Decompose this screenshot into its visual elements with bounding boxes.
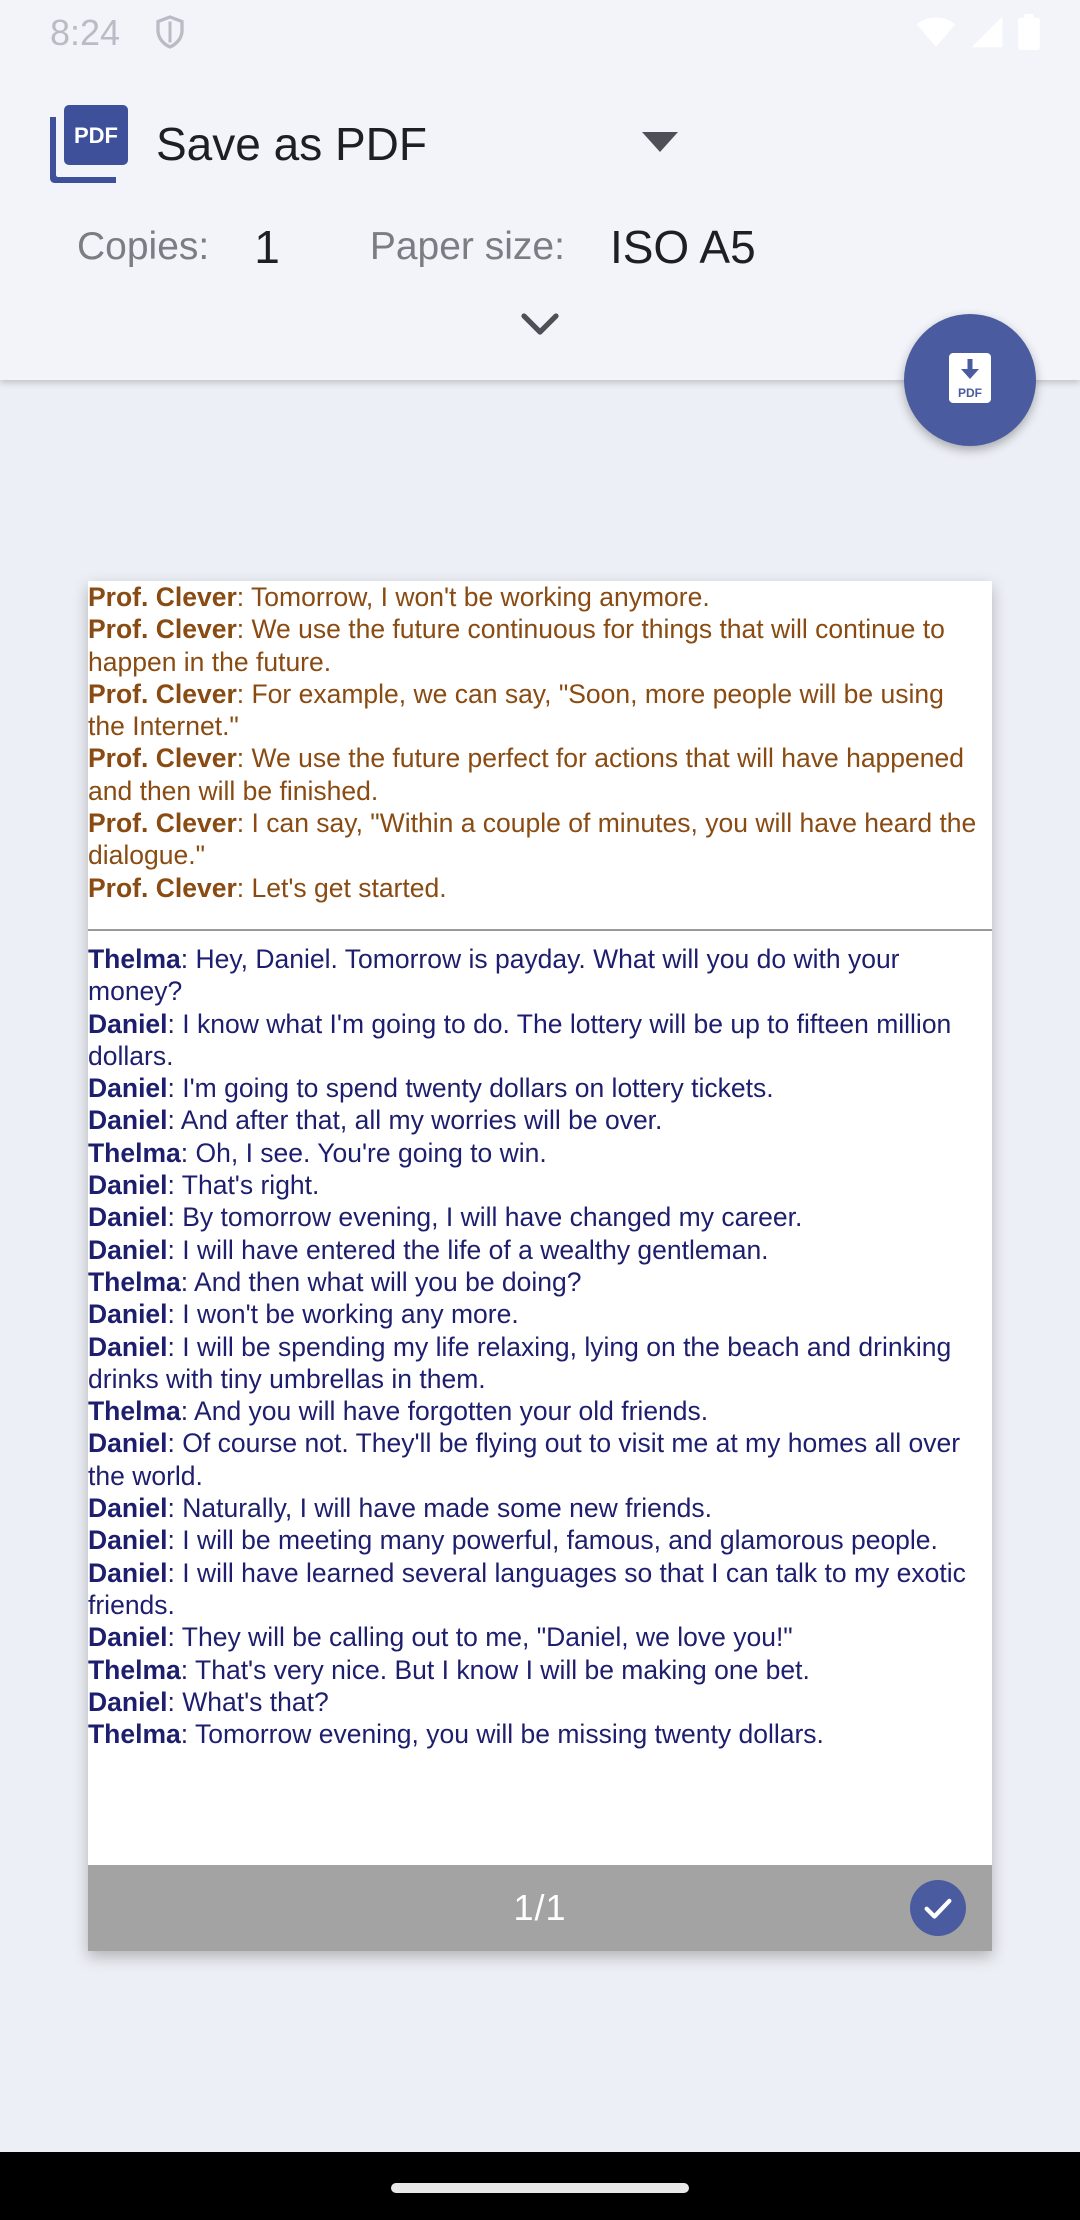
svg-text:PDF: PDF	[74, 123, 118, 148]
status-time: 8:24	[50, 12, 121, 53]
dialogue-line	[88, 1427, 988, 1492]
pdf-printer-icon	[50, 105, 128, 183]
battery-icon	[1018, 14, 1040, 55]
line-text: : That's right.	[167, 1170, 320, 1201]
dropdown-arrow-icon[interactable]	[640, 130, 680, 159]
speaker-name: Daniel	[88, 1686, 168, 1717]
line-text: : Hey, Daniel. Tomorrow is payday. What will you do with your money?	[88, 944, 900, 1007]
dialogue-line	[88, 1686, 988, 1718]
page-preview[interactable]	[88, 581, 992, 1951]
shield-icon	[152, 14, 188, 55]
speaker-name: Prof. Clever	[88, 614, 237, 645]
dialogue-line	[88, 1234, 988, 1266]
dialogue-line	[88, 1621, 988, 1653]
dialogue-line	[88, 1654, 988, 1686]
dialogue-line	[88, 943, 988, 1008]
dialogue-line	[88, 1492, 988, 1524]
speaker-name: Thelma	[88, 1396, 181, 1427]
speaker-name: Daniel	[88, 1493, 168, 1524]
home-gesture-handle[interactable]	[391, 2183, 689, 2193]
cell-signal-icon	[970, 15, 1004, 54]
status-bar	[0, 0, 1080, 64]
document-dialogue	[88, 943, 988, 1750]
line-text: : Tomorrow evening, you will be missing twenty dollars.	[180, 1719, 824, 1750]
line-text: : What's that?	[167, 1686, 329, 1717]
check-icon	[921, 1891, 955, 1925]
line-text: : By tomorrow evening, I will have changed my career.	[167, 1202, 803, 1233]
dialogue-line	[88, 1298, 988, 1330]
paper-size-label: Paper size:	[369, 225, 565, 268]
speaker-name: Prof. Clever	[88, 743, 237, 774]
dialogue-line	[88, 1395, 988, 1427]
printer-name: Save as PDF	[156, 118, 427, 170]
print-settings-summary[interactable]	[77, 220, 756, 274]
svg-text:PDF: PDF	[958, 385, 982, 400]
dialogue-line	[88, 1008, 988, 1073]
dialogue-line	[88, 1072, 988, 1104]
dialogue-line	[88, 742, 982, 807]
line-text: : We use the future continuous for things that will continue to happen in the future.	[88, 614, 945, 677]
line-text: : And you will have forgotten your old friends.	[180, 1396, 709, 1427]
speaker-name: Daniel	[88, 1008, 168, 1039]
copies-label: Copies:	[77, 225, 210, 268]
speaker-name: Daniel	[88, 1202, 168, 1233]
speaker-name: Thelma	[88, 1137, 181, 1168]
line-text: : Tomorrow, I won't be working anymore.	[236, 582, 710, 612]
printer-selector[interactable]	[50, 104, 427, 184]
line-text: : Oh, I see. You're going to win.	[180, 1137, 547, 1168]
chevron-down-icon[interactable]	[520, 312, 560, 343]
line-text: : And then what will you be doing?	[180, 1266, 582, 1297]
line-text: : I know what I'm going to do. The lottery will be up to fifteen million dollars.	[88, 1008, 952, 1071]
speaker-name: Daniel	[88, 1557, 168, 1588]
download-pdf-icon	[945, 353, 995, 408]
speaker-name: Prof. Clever	[88, 678, 237, 709]
dialogue-line	[88, 1524, 988, 1556]
document-divider	[88, 929, 992, 931]
line-text: : I will have entered the life of a wealthy gentleman.	[167, 1234, 769, 1265]
dialogue-line	[88, 1201, 988, 1233]
speaker-name: Prof. Clever	[88, 582, 237, 612]
speaker-name: Thelma	[88, 1266, 181, 1297]
line-text: : I can say, "Within a couple of minutes, you will have heard the dialogue."	[88, 808, 977, 871]
page-selected-checkbox[interactable]	[910, 1880, 966, 1936]
page-footer	[88, 1865, 992, 1951]
wifi-icon	[916, 15, 956, 54]
print-options-sheet	[0, 0, 1080, 380]
document-intro	[88, 581, 992, 904]
dialogue-line	[88, 1104, 988, 1136]
dialogue-line	[88, 872, 982, 904]
line-text: : We use the future perfect for actions that will have happened and then will be finished.	[88, 743, 964, 806]
dialogue-line	[88, 613, 982, 678]
line-text: : I will have learned several languages so that I can talk to my exotic friends.	[88, 1557, 966, 1620]
dialogue-line	[88, 1169, 988, 1201]
speaker-name: Daniel	[88, 1170, 168, 1201]
line-text: : I'm going to spend twenty dollars on lottery tickets.	[167, 1073, 774, 1104]
line-text: : Let's get started.	[236, 872, 447, 903]
copies-value: 1	[254, 221, 280, 273]
speaker-name: Daniel	[88, 1073, 168, 1104]
line-text: : I won't be working any more.	[167, 1299, 519, 1330]
speaker-name: Thelma	[88, 944, 181, 974]
line-text: : They will be calling out to me, "Daniel, we love you!"	[167, 1622, 793, 1653]
speaker-name: Daniel	[88, 1525, 168, 1556]
speaker-name: Daniel	[88, 1622, 168, 1653]
speaker-name: Thelma	[88, 1719, 181, 1750]
speaker-name: Thelma	[88, 1654, 181, 1685]
line-text: : Of course not. They'll be flying out to visit me at my homes all over the world.	[88, 1428, 961, 1491]
speaker-name: Daniel	[88, 1428, 168, 1459]
speaker-name: Daniel	[88, 1331, 168, 1362]
speaker-name: Prof. Clever	[88, 808, 237, 839]
speaker-name: Prof. Clever	[88, 872, 237, 903]
line-text: : For example, we can say, "Soon, more people will be using the Internet."	[88, 678, 944, 742]
line-text: : Naturally, I will have made some new friends.	[167, 1493, 712, 1524]
line-text: : That's very nice. But I know I will be making one bet.	[180, 1654, 810, 1685]
line-text: : I will be spending my life relaxing, lying on the beach and drinking drinks with tiny umbrellas in them.	[88, 1331, 952, 1394]
speaker-name: Daniel	[88, 1299, 168, 1330]
paper-size-value: ISO A5	[609, 221, 756, 273]
dialogue-line	[88, 1331, 988, 1396]
speaker-name: Daniel	[88, 1234, 168, 1265]
save-pdf-button[interactable]	[904, 314, 1036, 446]
dialogue-line	[88, 581, 982, 613]
line-text: : I will be meeting many powerful, famous, and glamorous people.	[167, 1525, 938, 1556]
dialogue-line	[88, 1266, 988, 1298]
dialogue-line	[88, 1718, 988, 1750]
line-text: : And after that, all my worries will be over.	[167, 1105, 663, 1136]
dialogue-line	[88, 807, 982, 872]
dialogue-line	[88, 1137, 988, 1169]
dialogue-line	[88, 678, 982, 743]
page-number: 1/1	[513, 1887, 567, 1928]
speaker-name: Daniel	[88, 1105, 168, 1136]
dialogue-line	[88, 1557, 988, 1622]
